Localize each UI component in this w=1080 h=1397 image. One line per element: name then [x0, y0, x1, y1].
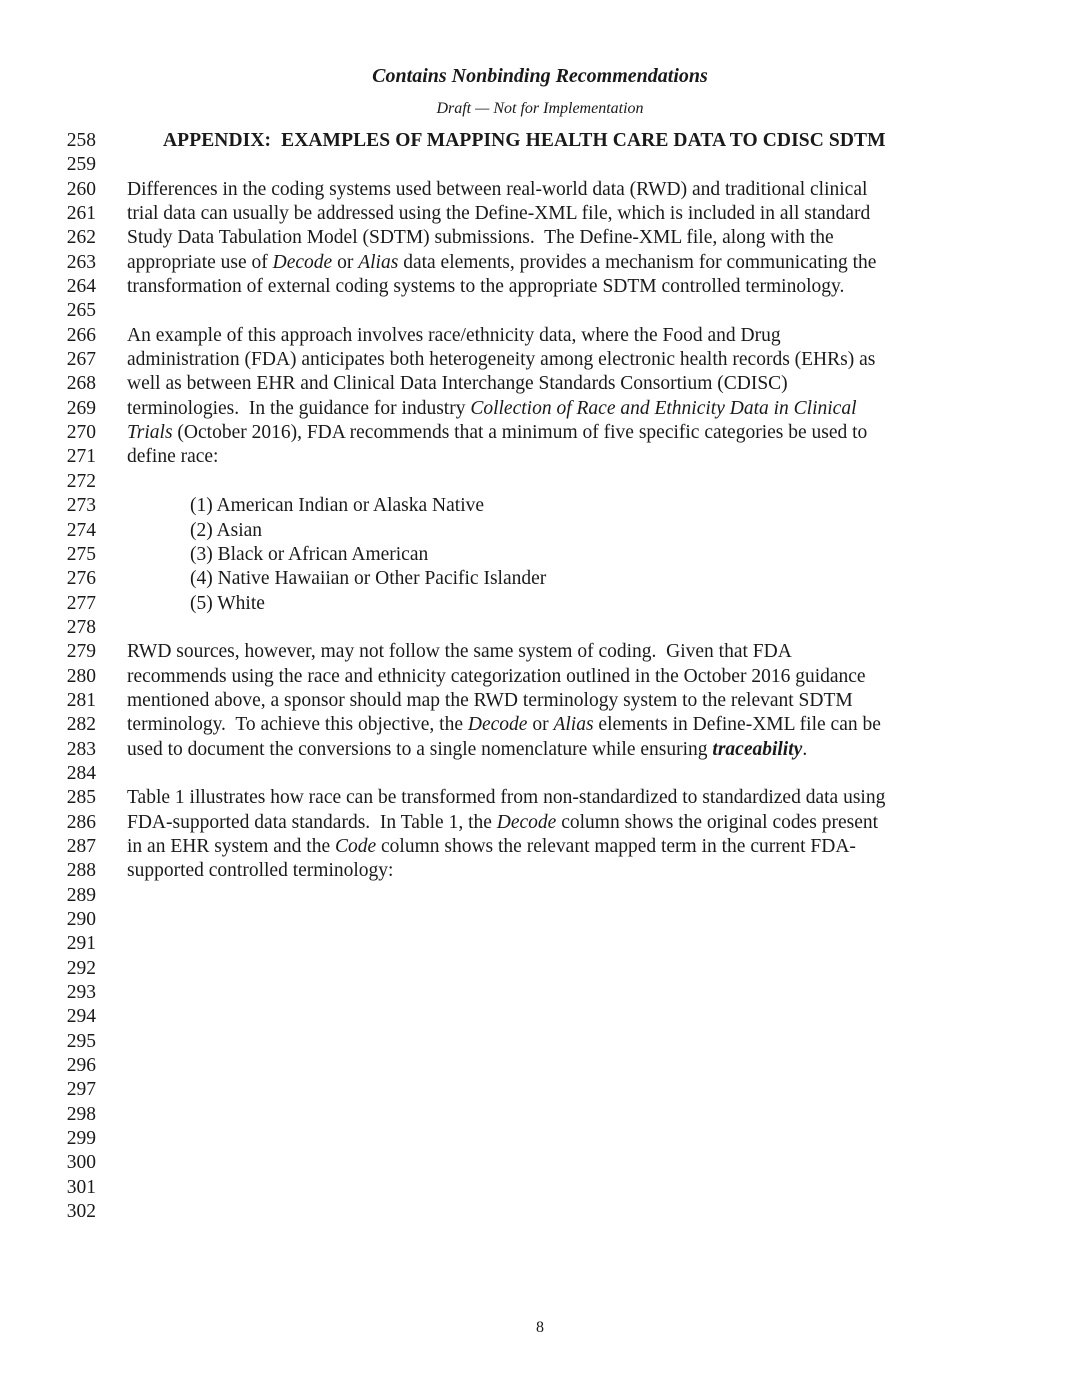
list-item [0, 519, 1080, 543]
text-run: Table 1 illustrates how race can be transformed from non-standardized to standardized data using [127, 787, 886, 809]
line-number: 280 [66, 665, 96, 687]
line-text [127, 251, 876, 275]
line-text [127, 421, 867, 445]
emphasized-term: traceability [712, 738, 803, 760]
text-run: column shows the original codes present [556, 811, 879, 833]
line-text [127, 202, 870, 226]
text-run: administration (FDA) anticipates both heterogeneity among electronic health records (EHRs) as [127, 349, 876, 371]
italic-term: Decode [272, 251, 333, 273]
line-text [127, 397, 857, 421]
line-number: 272 [66, 470, 96, 492]
blank-line [0, 1127, 1080, 1151]
italic-term: Code [334, 835, 377, 857]
text-line [0, 786, 1080, 810]
page-number: 8 [536, 1319, 544, 1336]
line-number: 295 [66, 1030, 96, 1052]
blank-line [0, 1176, 1080, 1200]
blank-line [0, 762, 1080, 786]
text-run: An example of this approach involves race/ethnicity data, where the Food and Drug [127, 324, 781, 346]
line-number: 271 [66, 446, 96, 468]
line-text [190, 519, 262, 543]
line-text [127, 835, 856, 859]
text-run: data elements, provides a mechanism for communicating the [398, 251, 877, 273]
line-number: 275 [66, 543, 96, 565]
text-run: recommends using the race and ethnicity categorization outlined in the October 2016 guidance [127, 665, 866, 687]
text-run: well as between EHR and Clinical Data Interchange Standards Consortium (CDISC) [127, 373, 788, 395]
line-number: 290 [66, 909, 96, 930]
line-text [127, 738, 807, 762]
text-run: in an EHR system and the [127, 835, 335, 857]
line-number: 301 [66, 1176, 96, 1198]
line-text [127, 445, 218, 469]
text-run: APPENDIX: EXAMPLES OF MAPPING HEALTH CARE DATA TO CDISC SDTM [163, 130, 886, 151]
text-line [0, 226, 1080, 250]
line-number: 276 [66, 568, 96, 590]
blank-line [0, 470, 1080, 494]
line-number: 300 [66, 1152, 96, 1174]
line-text [127, 324, 781, 348]
line-text [127, 178, 867, 202]
line-number: 268 [66, 373, 96, 395]
line-text [127, 689, 853, 713]
text-line [0, 738, 1080, 762]
text-run: (2) Asian [190, 519, 263, 541]
line-text [127, 859, 393, 883]
line-number: 258 [66, 130, 96, 151]
blank-line [0, 981, 1080, 1005]
line-number: 277 [66, 592, 96, 614]
line-number: 264 [66, 276, 96, 298]
line-number: 262 [66, 227, 96, 249]
line-text [127, 811, 878, 835]
blank-line [0, 932, 1080, 956]
text-run: (October 2016), FDA recommends that a minimum of five specific categories be used to [172, 422, 868, 444]
text-line [0, 178, 1080, 202]
text-run: or [527, 714, 554, 736]
text-run: terminologies. In the guidance for industry [127, 397, 471, 419]
text-run: (4) Native Hawaiian or Other Pacific Islander [190, 568, 547, 590]
italic-term: Alias [358, 251, 399, 273]
text-run: FDA-supported data standards. In Table 1, the [127, 811, 497, 833]
text-run: (5) White [190, 592, 265, 614]
line-number: 269 [66, 397, 96, 419]
blank-line [0, 1005, 1080, 1029]
appendix-heading [163, 129, 886, 153]
list-item [0, 567, 1080, 591]
document-body [0, 129, 1080, 1224]
text-run: transformation of external coding systems to the appropriate SDTM controlled terminology. [127, 276, 845, 298]
blank-line [0, 1151, 1080, 1175]
text-line [0, 397, 1080, 421]
text-run: supported controlled terminology: [127, 860, 394, 882]
line-number: 266 [66, 324, 96, 346]
italic-term: Collection of Race and Ethnicity Data in Clinical [470, 397, 857, 419]
text-line [0, 859, 1080, 883]
text-line [0, 835, 1080, 859]
text-line [0, 372, 1080, 396]
text-run: appropriate use of [127, 251, 273, 273]
line-number: 298 [66, 1103, 96, 1125]
line-text [127, 275, 844, 299]
text-run: (3) Black or African American [190, 543, 429, 565]
line-number: 279 [66, 641, 96, 663]
text-run: used to document the conversions to a single nomenclature while ensuring [127, 738, 713, 760]
line-number: 294 [66, 1006, 96, 1028]
line-number: 274 [66, 519, 96, 541]
text-run: define race: [127, 446, 219, 468]
line-number: 286 [66, 811, 96, 833]
text-line [0, 640, 1080, 664]
text-run: mentioned above, a sponsor should map the RWD terminology system to the relevant SDTM [127, 689, 853, 711]
italic-term: Trials [127, 422, 173, 444]
line-number: 270 [66, 422, 96, 444]
text-run: trial data can usually be addressed using the Define-XML file, which is included in all standard [127, 203, 871, 225]
text-run: or [332, 251, 359, 273]
line-number: 282 [66, 714, 96, 736]
line-number: 278 [66, 616, 96, 638]
blank-line [0, 1078, 1080, 1102]
text-line [0, 665, 1080, 689]
line-number: 285 [66, 787, 96, 809]
text-run: column shows the relevant mapped term in the current FDA- [376, 835, 856, 857]
text-run: RWD sources, however, may not follow the same system of coding. Given that FDA [127, 641, 792, 663]
text-run: terminology. To achieve this objective, the [127, 714, 468, 736]
line-number: 261 [66, 203, 96, 225]
line-number: 288 [66, 860, 96, 882]
line-text [127, 372, 788, 396]
text-run: Study Data Tabulation Model (SDTM) submissions. The Define-XML file, along with the [127, 227, 834, 249]
line-number: 292 [66, 957, 96, 979]
blank-line [0, 884, 1080, 908]
line-text [127, 640, 792, 664]
line-number: 297 [66, 1079, 96, 1101]
document-header-subtitle: Draft — Not for Implementation [436, 100, 644, 117]
line-number: 265 [66, 300, 96, 322]
line-text [127, 786, 885, 810]
blank-line [0, 153, 1080, 177]
text-line [0, 689, 1080, 713]
text-line [0, 251, 1080, 275]
line-number: 287 [66, 835, 96, 857]
text-run: Differences in the coding systems used between real-world data (RWD) and traditional clinical [127, 178, 868, 200]
list-item [0, 592, 1080, 616]
text-run: . [802, 738, 808, 760]
line-number: 293 [66, 982, 96, 1004]
line-number: 273 [66, 495, 96, 517]
section-heading-line [0, 129, 1080, 153]
italic-term: Alias [553, 714, 594, 736]
line-number: 299 [66, 1128, 96, 1150]
line-number: 296 [66, 1055, 96, 1077]
list-item [0, 494, 1080, 518]
line-number: 259 [66, 154, 96, 176]
line-number: 302 [66, 1201, 96, 1223]
line-number: 291 [66, 933, 96, 955]
line-text [127, 226, 834, 250]
line-number: 284 [66, 762, 96, 784]
blank-line [0, 616, 1080, 640]
document-header-title: Contains Nonbinding Recommendations [372, 65, 708, 87]
text-line [0, 421, 1080, 445]
blank-line [0, 1103, 1080, 1127]
text-line [0, 811, 1080, 835]
line-number: 263 [66, 251, 96, 273]
blank-line [0, 299, 1080, 323]
blank-line [0, 1030, 1080, 1054]
blank-line [0, 957, 1080, 981]
line-number: 260 [66, 178, 96, 200]
text-line [0, 713, 1080, 737]
text-line [0, 202, 1080, 226]
line-text [190, 543, 428, 567]
text-run: elements in Define-XML file can be [593, 714, 881, 736]
text-line [0, 348, 1080, 372]
line-text [190, 567, 546, 591]
list-item [0, 543, 1080, 567]
text-run: (1) American Indian or Alaska Native [190, 495, 485, 517]
line-text [127, 713, 881, 737]
line-text [127, 348, 875, 372]
blank-line [0, 1200, 1080, 1224]
line-text [190, 494, 484, 518]
line-text [190, 592, 265, 616]
text-line [0, 324, 1080, 348]
line-number: 281 [66, 689, 96, 711]
italic-term: Decode [496, 811, 557, 833]
blank-line [0, 1054, 1080, 1078]
line-number: 289 [66, 884, 96, 906]
text-line [0, 275, 1080, 299]
blank-line [0, 908, 1080, 932]
line-text [127, 665, 866, 689]
text-line [0, 445, 1080, 469]
line-number: 267 [66, 349, 96, 371]
line-number: 283 [66, 738, 96, 760]
italic-term: Decode [467, 714, 528, 736]
